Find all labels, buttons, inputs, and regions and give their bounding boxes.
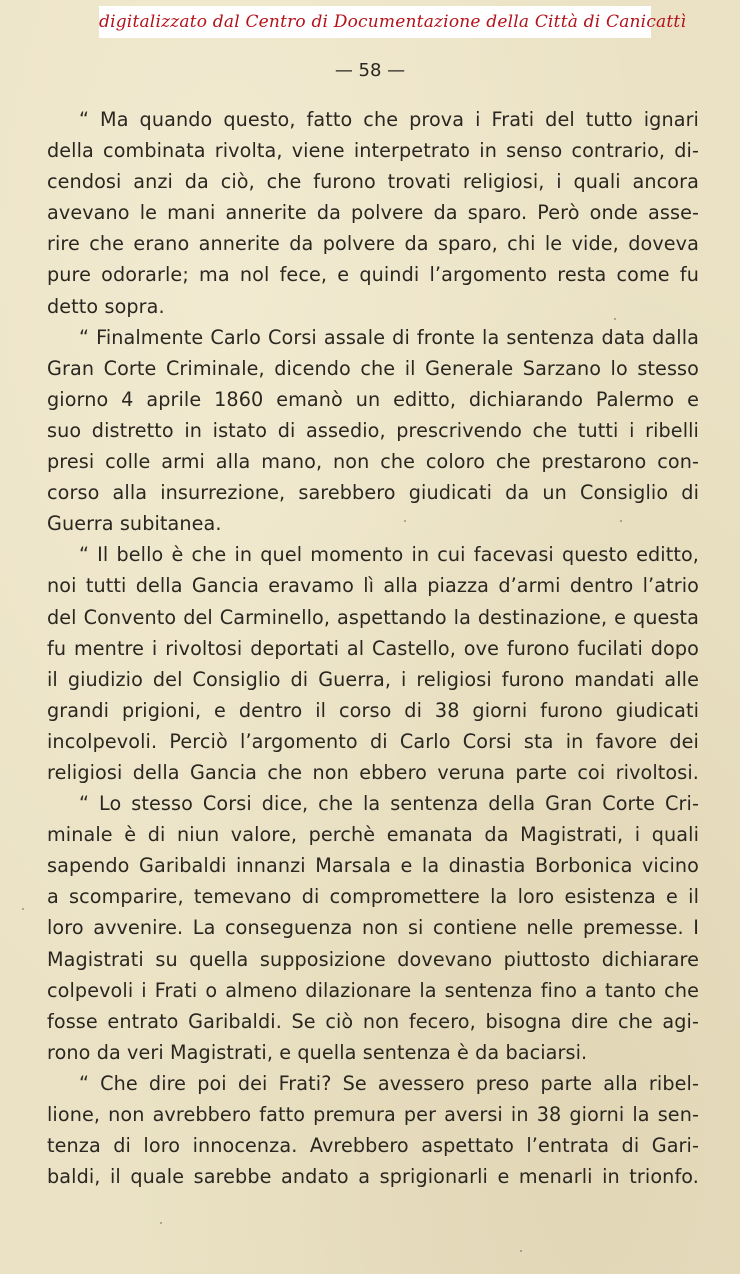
page-number: — 58 — (334, 60, 406, 81)
body-text (47, 104, 699, 1192)
text-line: fu mentre i rivoltosi deportati al Castello, ove furono fucilati dopo (47, 636, 699, 660)
text-line: a scomparire, temevano di compromettere la loro esistenza e il (47, 885, 699, 909)
text-line: il giudizio del Consiglio di Guerra, i religiosi furono mandati alle (47, 667, 699, 691)
digitization-watermark: digitalizzato dal Centro di Documentazione della Città di Canicattì (99, 6, 651, 38)
text-line: tenza di loro innocenza. Avrebbero aspettato l’entrata di Gari- (47, 1134, 699, 1158)
paper-speck (520, 1250, 522, 1252)
text-line: pure odorarle; ma nol fece, e quindi l’argomento resta come fu (47, 263, 699, 287)
text-line: Guerra subitanea. (47, 512, 222, 536)
text-line: della combinata rivolta, viene interpetrato in senso contrario, di- (47, 139, 699, 163)
text-line: minale è di niun valore, perchè emanata da Magistrati, i quali (47, 823, 699, 847)
text-line: giorno 4 aprile 1860 emanò un editto, dichiarando Palermo e (47, 387, 699, 411)
text-line: rire che erano annerite da polvere da sparo, chi le vide, doveva (47, 232, 699, 256)
text-line: incolpevoli. Perciò l’argomento di Carlo Corsi sta in favore dei (47, 729, 699, 753)
text-line: lione, non avrebbero fatto premura per aversi in 38 giorni la sen- (47, 1103, 699, 1126)
paper-speck (614, 318, 616, 320)
text-line: cendosi anzi da ciò, che furono trovati religiosi, i quali ancora (47, 170, 699, 194)
text-line: detto sopra. (47, 294, 165, 318)
text-line: Magistrati su quella supposizione dovevano piuttosto dichiarare (47, 947, 699, 971)
text-line: avevano le mani annerite da polvere da sparo. Però onde asse- (47, 201, 699, 225)
text-line: colpevoli i Frati o almeno dilazionare la sentenza fino a tanto che (47, 978, 699, 1002)
paper-speck (160, 1222, 162, 1224)
text-line: “ Ma quando questo, fatto che prova i Frati del tutto ignari (79, 108, 699, 131)
text-line: grandi prigioni, e dentro il corso di 38 giorni furono giudicati (47, 698, 699, 722)
text-line: corso alla insurrezione, sarebbero giudicati da un Consiglio di (47, 481, 699, 505)
text-line: noi tutti della Gancia eravamo lì alla piazza d’armi dentro l’atrio (47, 574, 699, 598)
text-line: presi colle armi alla mano, non che coloro che prestarono con- (47, 450, 699, 474)
text-line: religiosi della Gancia che non ebbero veruna parte coi rivoltosi. (47, 760, 699, 784)
text-line: “ Il bello è che in quel momento in cui facevasi questo editto, (79, 543, 699, 567)
text-line: rono da veri Magistrati, e quella sentenza è da baciarsi. (47, 1040, 588, 1064)
text-line: Gran Corte Criminale, dicendo che il Generale Sarzano lo stesso (47, 356, 699, 380)
text-line: baldi, il quale sarebbe andato a sprigionarli e menarli in trionfo. (47, 1165, 699, 1189)
paper-speck (404, 520, 406, 522)
paper-speck (22, 908, 24, 910)
text-line: del Convento del Carminello, aspettando la destinazione, e questa (47, 605, 699, 629)
text-line: “ Lo stesso Corsi dice, che la sentenza della Gran Corte Cri- (79, 792, 699, 816)
text-line: “ Che dire poi dei Frati? Se avessero preso parte alla ribel- (79, 1071, 699, 1095)
text-line: “ Finalmente Carlo Corsi assale di fronte la sentenza data dalla (79, 325, 699, 349)
text-line: fosse entrato Garibaldi. Se ciò non fecero, bisogna dire che agi- (47, 1009, 699, 1033)
text-line: loro avvenire. La conseguenza non si contiene nelle premesse. I (47, 916, 699, 940)
text-line: suo distretto in istato di assedio, prescrivendo che tutti i ribelli (47, 418, 699, 442)
text-line: sapendo Garibaldi innanzi Marsala e la dinastia Borbonica vicino (47, 854, 699, 878)
paper-speck (620, 520, 622, 522)
